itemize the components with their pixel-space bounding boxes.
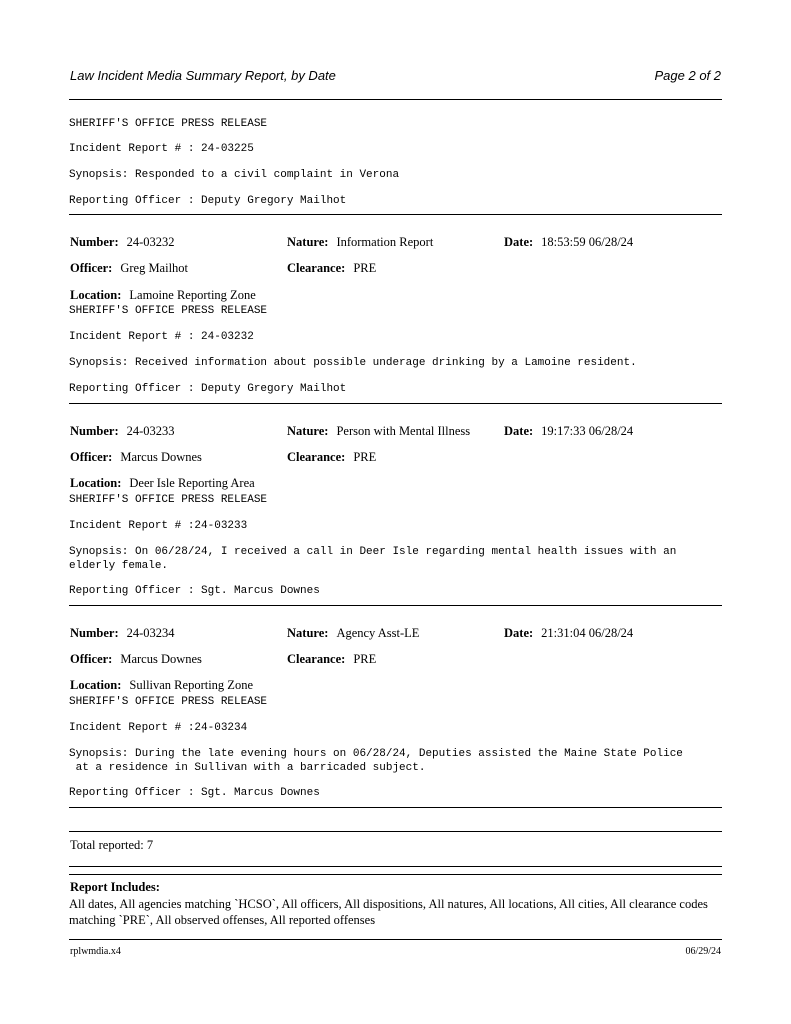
header-rule [69,99,722,100]
synopsis-line: Synopsis: Responded to a civil complaint in Verona [69,169,400,181]
record-divider [69,605,722,606]
reporting-officer-line: Reporting Officer : Deputy Gregory Mailhot [69,195,347,207]
record-clearance: Clearance: PRE [287,450,377,464]
record-date: Date: 21:31:04 06/28/24 [504,626,634,640]
record-nature: Nature: Agency Asst-LE [287,626,420,640]
record-nature: Nature: Person with Mental Illness [287,424,471,438]
record-location: Location: Deer Isle Reporting Area [70,476,255,490]
press-release-line: SHERIFF'S OFFICE PRESS RELEASE [69,494,268,506]
record-number: Number: 24-03232 [70,235,175,249]
record-date: Date: 18:53:59 06/28/24 [504,235,634,249]
synopsis-line: Synopsis: Received information about possible underage drinking by a Lamoine resident. [69,357,637,369]
press-release-line: SHERIFF'S OFFICE PRESS RELEASE [69,118,268,130]
incident-report-line: Incident Report # : 24-03225 [69,143,254,155]
report-includes-heading: Report Includes: [70,880,160,894]
record-location: Location: Lamoine Reporting Zone [70,288,256,302]
reporting-officer-line: Reporting Officer : Sgt. Marcus Downes [69,585,320,597]
synopsis-line: Synopsis: During the late evening hours on 06/28/24, Deputies assisted the Maine State Police at a residence in Sullivan with a barricaded subject. [69,748,683,774]
record-divider [69,403,722,404]
report-code: rplwmdia.x4 [70,946,121,957]
report-title: Law Incident Media Summary Report, by Date [70,68,336,83]
footer-rule [69,939,722,940]
press-release-line: SHERIFF'S OFFICE PRESS RELEASE [69,696,268,708]
incident-report-line: Incident Report # :24-03233 [69,520,248,532]
record-location: Location: Sullivan Reporting Zone [70,678,253,692]
record-number: Number: 24-03233 [70,424,175,438]
total-top-rule [69,831,722,832]
press-release-line: SHERIFF'S OFFICE PRESS RELEASE [69,305,268,317]
record-divider [69,807,722,808]
record-nature: Nature: Information Report [287,235,434,249]
synopsis-line: Synopsis: On 06/28/24, I received a call in Deer Isle regarding mental health issues with an elderly female. [69,546,677,572]
record-officer: Officer: Greg Mailhot [70,261,189,275]
record-clearance: Clearance: PRE [287,261,377,275]
record-clearance: Clearance: PRE [287,652,377,666]
record-divider [69,214,722,215]
total-bottom-rule [69,866,722,867]
report-includes-text: All dates, All agencies matching `HCSO`, All officers, All dispositions, All natures, All locations, All cities, All clearance codes matching `PRE`, All observed offenses, All reported offenses [69,897,708,927]
page-number: Page 2 of 2 [654,68,721,83]
print-date: 06/29/24 [685,946,721,957]
reporting-officer-line: Reporting Officer : Deputy Gregory Mailhot [69,383,347,395]
record-officer: Officer: Marcus Downes [70,652,202,666]
incident-report-line: Incident Report # : 24-03232 [69,331,254,343]
includes-top-rule [69,874,722,875]
record-number: Number: 24-03234 [70,626,175,640]
incident-report-line: Incident Report # :24-03234 [69,722,248,734]
record-officer: Officer: Marcus Downes [70,450,202,464]
record-date: Date: 19:17:33 06/28/24 [504,424,634,438]
reporting-officer-line: Reporting Officer : Sgt. Marcus Downes [69,787,320,799]
total-reported: Total reported: 7 [70,838,154,852]
